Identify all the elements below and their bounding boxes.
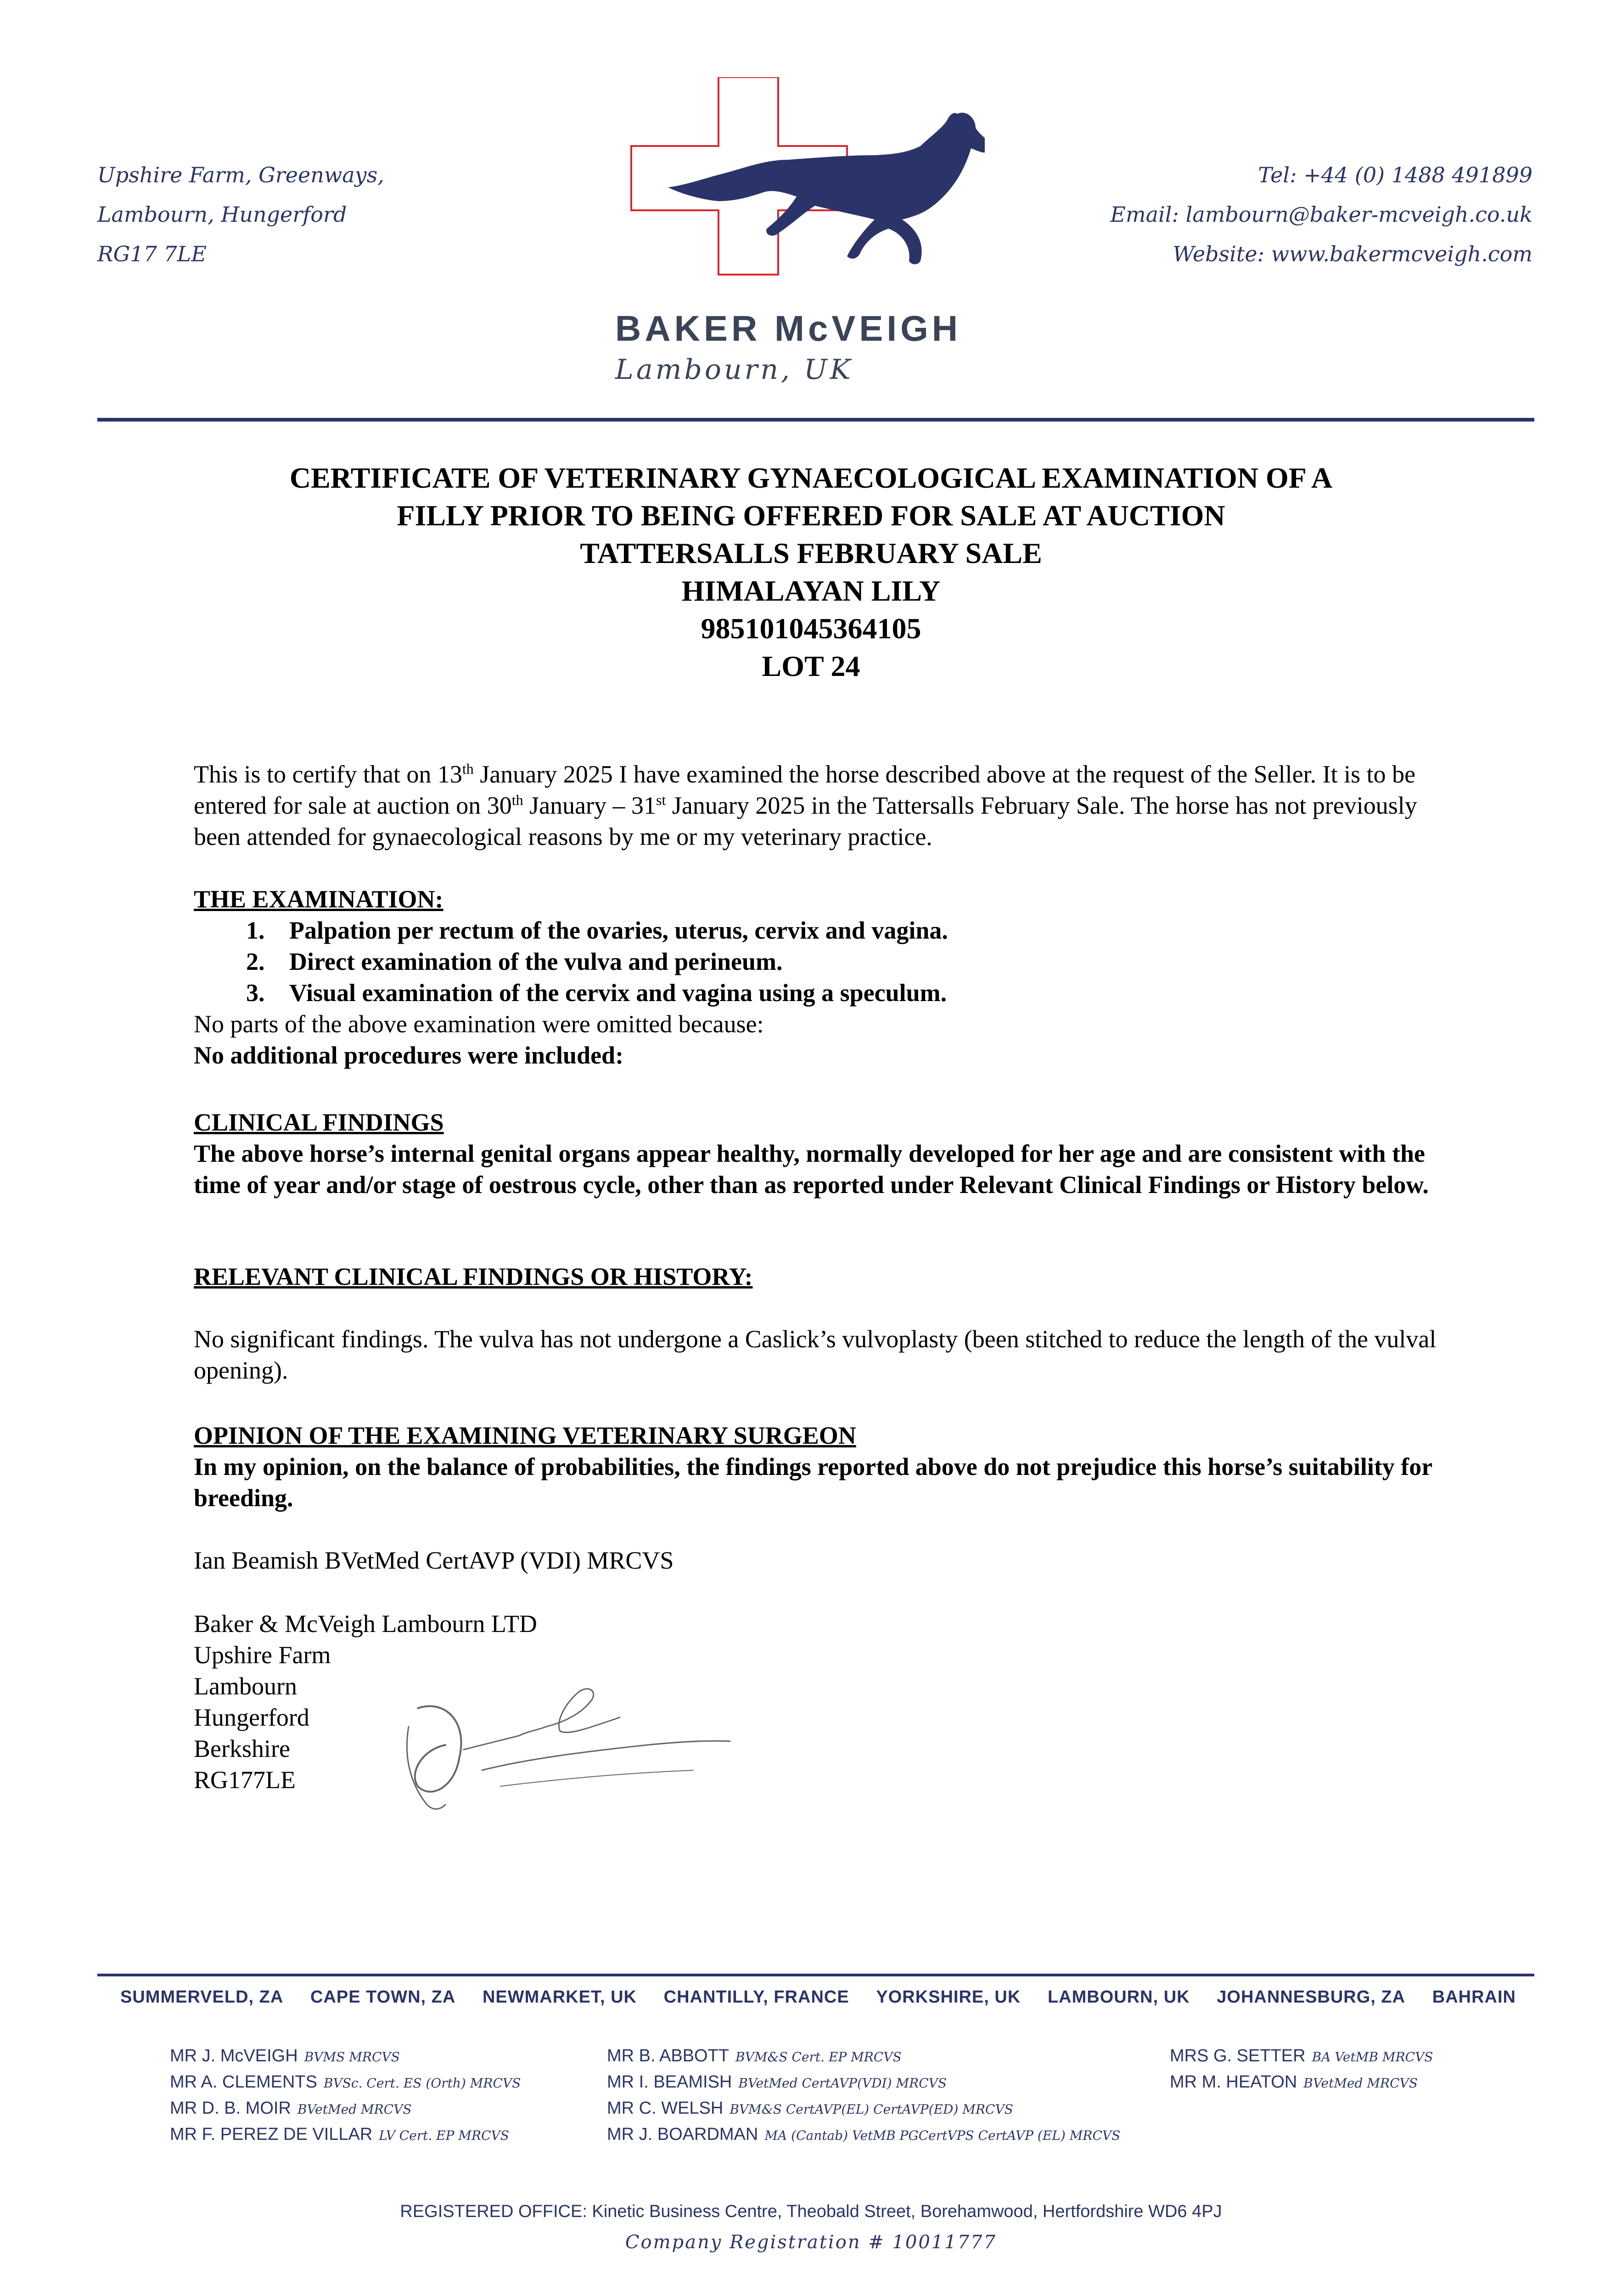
staff-name: MR I. BEAMISH [607, 2072, 732, 2092]
location-item: YORKSHIRE, UK [876, 1987, 1021, 2007]
ordinal: th [511, 792, 523, 808]
address-line: RG177LE [194, 1766, 296, 1794]
signatory-name: Ian Beamish BVetMed CertAVP (VDI) MRCVS [194, 1547, 674, 1574]
relevant-findings-section [194, 1261, 1470, 1386]
address-line: Lambourn, Hungerford [97, 202, 347, 227]
staff-entry [170, 2122, 521, 2148]
address-line: Hungerford [194, 1704, 309, 1731]
opinion-text: In my opinion, on the balance of probabilities, the findings reported above do not prejudice this horse’s suitability for breeding. [194, 1453, 1432, 1512]
clinical-findings-section [194, 1107, 1470, 1200]
examination-heading: THE EXAMINATION: [194, 885, 443, 913]
staff-qualifications: LV Cert. EP MRCVS [379, 2128, 509, 2143]
intro-text: January 2025 I have examined the horse described above at the request of the Seller. It is to be entered for sale at auction on 30 [194, 760, 1416, 819]
intro-text: January 2025 in the Tattersalls February Sale. The horse has not previously been attended for gynaecological reasons by me or my veterinary practice. [194, 792, 1417, 850]
company-registration: Company Registration # 10011777 [625, 2232, 997, 2253]
location-item: CAPE TOWN, ZA [310, 1987, 456, 2007]
location-item: BAHRAIN [1432, 1987, 1516, 2007]
staff-qualifications: BVetMed MRCVS [1303, 2076, 1418, 2091]
intro-text: January – 31 [523, 792, 657, 819]
staff-name: MR F. PEREZ DE VILLAR [170, 2125, 373, 2144]
staff-qualifications: BVetMed MRCVS [297, 2102, 412, 2117]
staff-name: MR C. WELSH [607, 2099, 724, 2118]
list-item: 3. Visual examination of the cervix and vagina using a speculum. [271, 977, 1470, 1008]
staff-entry [607, 2096, 1120, 2122]
letterhead-address [97, 155, 384, 274]
contact-phone: Tel: +44 (0) 1488 491899 [1258, 163, 1532, 187]
address-line: Upshire Farm, Greenways, [97, 163, 384, 187]
lot-number: LOT 24 [762, 650, 860, 682]
opinion-section [194, 1420, 1470, 1514]
clinical-text: The above horse’s internal genital organs appear healthy, normally developed for her age and are consistent with the time of year and/or stage of oestrous cycle, other than as reported under Relevant Clinical Findings or History below. [194, 1140, 1429, 1199]
title-line: CERTIFICATE OF VETERINARY GYNAECOLOGICAL EXAMINATION OF A [289, 461, 1333, 494]
intro-paragraph [194, 759, 1470, 852]
intro-text: This is to certify that on 13 [194, 760, 462, 788]
location-item: JOHANNESBURG, ZA [1217, 1987, 1406, 2007]
header-rule [97, 418, 1534, 422]
staff-name: MR D. B. MOIR [170, 2099, 291, 2118]
baker-mcveigh-logo [627, 77, 985, 325]
staff-name: MR B. ABBOTT [607, 2046, 730, 2065]
address-line: Baker & McVeigh Lambourn LTD [194, 1610, 537, 1638]
contact-website: Website: www.bakermcveigh.com [1173, 242, 1532, 266]
staff-qualifications: BA VetMB MRCVS [1312, 2049, 1433, 2065]
company-address [194, 1608, 1470, 1795]
address-line: Berkshire [194, 1735, 290, 1762]
staff-entry [170, 2043, 521, 2070]
title-line: FILLY PRIOR TO BEING OFFERED FOR SALE AT AUCTION [397, 499, 1225, 532]
handwritten-signature [390, 1671, 739, 1823]
staff-qualifications: BVMS MRCVS [304, 2049, 400, 2065]
staff-entry [607, 2070, 1120, 2096]
title-line: TATTERSALLS FEBRUARY SALE [580, 537, 1042, 569]
address-line: RG17 7LE [97, 242, 207, 266]
additional-note: No additional procedures were included: [194, 1041, 624, 1069]
ordinal: th [462, 760, 474, 777]
staff-name: MR J. BOARDMAN [607, 2125, 758, 2144]
location-item: SUMMERVELD, ZA [120, 1987, 284, 2007]
staff-qualifications: BVM&S Cert. EP MRCVS [735, 2049, 902, 2065]
staff-name: MR J. McVEIGH [170, 2046, 298, 2065]
staff-qualifications: BVetMed CertAVP(VDI) MRCVS [738, 2076, 947, 2091]
microchip-number: 985101045364105 [701, 612, 921, 645]
staff-qualifications: MA (Cantab) VetMB PGCertVPS CertAVP (EL) MRCVS [764, 2128, 1121, 2143]
ordinal: st [656, 792, 666, 808]
staff-name: MR A. CLEMENTS [170, 2072, 317, 2092]
address-line: Lambourn [194, 1672, 297, 1700]
opinion-heading: OPINION OF THE EXAMINING VETERINARY SURGEON [194, 1422, 856, 1449]
clinical-heading: CLINICAL FINDINGS [194, 1109, 444, 1136]
horse-silhouette [668, 113, 985, 264]
staff-qualifications: BVSc. Cert. ES (Orth) MRCVS [323, 2076, 521, 2091]
staff-column-2 [607, 2043, 1120, 2148]
relevant-heading: RELEVANT CLINICAL FINDINGS OR HISTORY: [194, 1263, 753, 1290]
address-line: Upshire Farm [194, 1641, 331, 1669]
staff-name: MR M. HEATON [1170, 2072, 1297, 2092]
staff-column-3 [1170, 2043, 1433, 2096]
examination-section [194, 884, 1470, 1071]
footer-rule [97, 1974, 1534, 1976]
location-item: NEWMARKET, UK [482, 1987, 637, 2007]
letterhead-contact [1110, 155, 1532, 274]
staff-qualifications: BVM&S CertAVP(EL) CertAVP(ED) MRCVS [730, 2102, 1013, 2117]
staff-name: MRS G. SETTER [1170, 2046, 1306, 2065]
relevant-text: No significant findings. The vulva has not undergone a Caslick’s vulvoplasty (been stitched to reduce the length of the vulval opening). [194, 1325, 1437, 1384]
registered-office: REGISTERED OFFICE: Kinetic Business Centre, Theobald Street, Borehamwood, Hertfordshire WD6 4PJ [400, 2202, 1222, 2221]
brand-location: Lambourn, UK [615, 354, 853, 386]
horse-name: HIMALAYAN LILY [681, 574, 941, 607]
location-item: CHANTILLY, FRANCE [663, 1987, 849, 2007]
staff-entry [1170, 2043, 1433, 2070]
staff-entry [170, 2096, 521, 2122]
staff-entry [607, 2043, 1120, 2070]
contact-email: Email: lambourn@baker-mcveigh.co.uk [1110, 202, 1532, 227]
brand-name: BAKER McVEIGH [615, 308, 962, 349]
location-item: LAMBOURN, UK [1047, 1987, 1190, 2007]
staff-entry [607, 2122, 1120, 2148]
omitted-note: No parts of the above examination were omitted because: [194, 1010, 764, 1038]
office-locations [120, 1987, 1516, 2007]
examination-list [194, 915, 1470, 1008]
staff-column-1 [170, 2043, 521, 2148]
list-item: 1. Palpation per rectum of the ovaries, uterus, cervix and vagina. [271, 915, 1470, 946]
certificate-title [0, 459, 1622, 685]
staff-entry [170, 2070, 521, 2096]
staff-entry [1170, 2070, 1433, 2096]
list-item: 2. Direct examination of the vulva and perineum. [271, 946, 1470, 977]
